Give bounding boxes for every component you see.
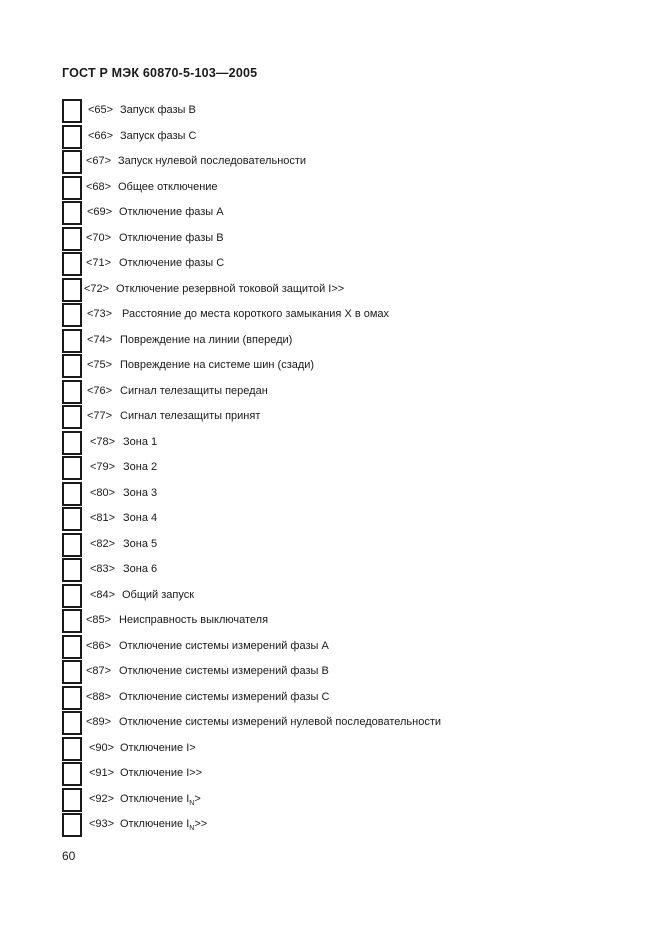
item-code: <68> [86,180,112,193]
item-label: Общее отключение [118,180,218,193]
item-label: Зона 4 [123,512,158,524]
item-label-wrap [123,461,157,473]
item-code: <77> [87,410,113,422]
item-label-wrap [120,359,314,371]
item-label: Отключение системы измерений фазы B [119,665,329,677]
list-item [62,354,622,380]
item-code: <92> [89,792,115,805]
checkbox[interactable] [62,303,82,327]
item-label: Запуск нулевой последовательности [118,155,307,167]
item-label: Отключение фазы C [119,257,225,269]
item-code: <74> [87,333,113,346]
list-item [62,252,622,278]
checkbox[interactable] [62,431,82,455]
checkbox[interactable] [62,609,82,633]
checkbox[interactable] [62,558,82,582]
checkbox[interactable] [62,762,82,786]
item-label: Зона 1 [123,435,158,448]
item-code: <81> [90,512,116,524]
checkbox[interactable] [62,354,82,378]
list-item [62,788,622,814]
item-label: Сигнал телезащиты принят [120,410,261,422]
item-label: Отключение фазы B [119,231,224,244]
item-label: Отключение I [120,818,190,830]
item-code: <79> [90,461,116,473]
item-label-wrap [120,410,260,422]
list-item [62,201,622,227]
checkbox[interactable] [62,252,82,276]
item-code: <80> [90,486,116,499]
item-code: <93> [89,818,115,830]
item-label-wrap [120,385,268,397]
item-code: <91> [89,767,115,779]
item-label-wrap [123,563,157,575]
page-number: 60 [62,849,76,863]
item-label: Зона 6 [123,563,158,575]
list-item [62,813,622,839]
list-item [62,405,622,431]
item-code: <73> [87,308,113,320]
item-code: <82> [90,537,116,550]
checkbox[interactable] [62,99,82,123]
item-code: <86> [86,639,112,652]
checkbox[interactable] [62,380,82,404]
list-item [62,99,622,125]
checkbox[interactable] [62,125,82,149]
checkbox[interactable] [62,482,82,506]
checkbox[interactable] [62,456,82,480]
item-label-subscript: N [189,825,195,832]
list-item [62,584,622,610]
item-label: Сигнал телезащиты передан [120,384,268,397]
item-label: Зона 3 [123,486,158,499]
item-code: <71> [86,257,112,269]
item-code: <83> [90,563,116,575]
item-label: Общий запуск [122,588,195,601]
checkbox[interactable] [62,150,82,174]
item-label: Отключение резервной токовой защитой I>> [116,282,345,295]
checkbox[interactable] [62,405,82,429]
list-item [62,482,622,508]
item-label-wrap [119,665,329,677]
list-item [62,660,622,686]
item-label-wrap [120,334,292,346]
item-code: <69> [87,206,113,218]
item-label-wrap [119,716,441,728]
list-item [62,150,622,176]
list-item [62,533,622,559]
item-label-wrap [123,436,157,448]
list-item [62,762,622,788]
checkbox[interactable] [62,176,82,200]
checkbox[interactable] [62,737,82,761]
item-code: <70> [86,231,112,244]
list-item [62,227,622,253]
checkbox[interactable] [62,711,82,735]
item-label-wrap [122,308,389,320]
item-label: Зона 2 [123,461,158,473]
item-label-suffix: > [194,792,201,805]
item-label-wrap [116,283,344,295]
document-header: ГОСТ Р МЭК 60870-5-103—2005 [62,66,258,80]
list-item [62,737,622,763]
checkbox[interactable] [62,329,82,353]
item-code: <90> [89,741,115,754]
item-code: <66> [88,129,114,142]
item-label: Зона 5 [123,537,158,550]
list-item [62,635,622,661]
item-label-wrap [119,232,224,244]
item-label-subscript: N [189,799,195,807]
item-list [62,99,622,839]
item-label-wrap [118,181,218,193]
checkbox[interactable] [62,584,82,608]
item-code: <65> [88,104,114,116]
item-label: Отключение фазы A [119,206,224,218]
checkbox[interactable] [62,201,82,225]
item-label-wrap [123,487,157,499]
item-label-wrap [123,512,157,524]
item-code: <78> [90,435,116,448]
checkbox[interactable] [62,788,82,812]
item-label: Отключение I>> [120,767,203,779]
checkbox[interactable] [62,533,82,557]
item-code: <85> [86,614,112,626]
item-code: <89> [86,716,112,728]
list-item [62,686,622,712]
list-item [62,329,622,355]
item-label: Отключение системы измерений нулевой последовательности [119,716,442,728]
item-label-wrap [119,206,224,218]
item-code: <88> [86,690,112,703]
item-label: Повреждение на линии (впереди) [120,333,293,346]
checkbox[interactable] [62,507,82,531]
list-item [62,507,622,533]
checkbox[interactable] [62,278,82,302]
item-code: <72> [84,282,110,295]
item-label: Отключение I> [120,741,196,754]
item-label-wrap [123,538,157,550]
checkbox[interactable] [62,660,82,684]
item-code: <67> [86,155,112,167]
item-label-wrap [120,767,202,779]
list-item [62,558,622,584]
list-item [62,456,622,482]
item-label-wrap [119,691,329,703]
item-label-suffix: >> [194,818,208,830]
item-label: Запуск фазы C [120,129,197,142]
item-label: Запуск фазы B [120,104,196,116]
item-code: <87> [86,665,112,677]
item-code: <84> [90,588,116,601]
item-code: <76> [87,384,113,397]
list-item [62,609,622,635]
item-code: <75> [87,359,113,371]
item-label: Отключение системы измерений фазы C [119,690,330,703]
item-label-wrap [120,742,196,754]
item-label: Отключение системы измерений фазы A [119,639,329,652]
list-item [62,176,622,202]
item-label-wrap [120,793,201,807]
item-label-wrap [120,818,207,832]
list-item [62,125,622,151]
checkbox[interactable] [62,635,82,659]
list-item [62,711,622,737]
list-item [62,303,622,329]
item-label-wrap [119,614,268,626]
checkbox[interactable] [62,686,82,710]
checkbox[interactable] [62,813,82,837]
item-label: Повреждение на системе шин (сзади) [120,359,315,371]
item-label-wrap [118,155,306,167]
item-label-wrap [122,589,194,601]
item-label: Неисправность выключателя [119,614,269,626]
list-item [62,431,622,457]
item-label: Отключение I [120,792,190,805]
checkbox[interactable] [62,227,82,251]
item-label-wrap [119,640,329,652]
list-item [62,278,622,304]
item-label-wrap [120,104,196,116]
item-label-wrap [119,257,224,269]
item-label-wrap [120,130,196,142]
list-item [62,380,622,406]
item-label: Расстояние до места короткого замыкания X в омах [122,308,390,320]
